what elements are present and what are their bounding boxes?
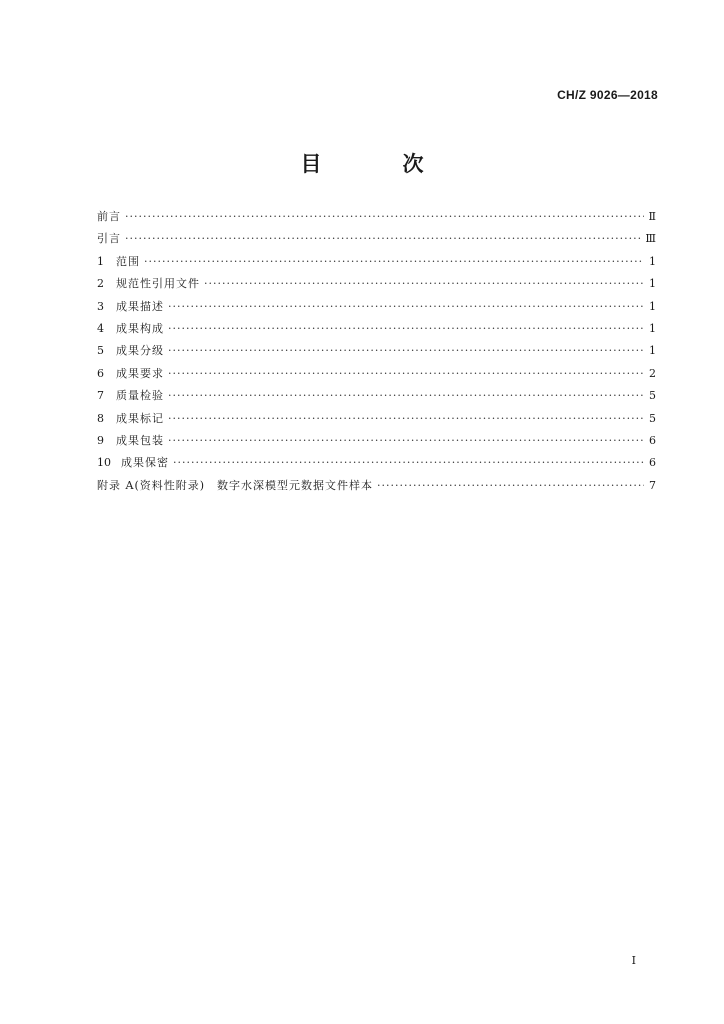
toc-leader-dots xyxy=(168,408,644,430)
toc-leader-dots xyxy=(377,475,644,497)
toc-entry-number: 1 xyxy=(97,254,104,268)
toc-leader-dots xyxy=(168,296,644,318)
toc-entry-page: 1 xyxy=(649,254,656,268)
toc-entry-page: 1 xyxy=(649,344,656,358)
toc-entry-label: 成果标记 xyxy=(116,411,164,425)
toc-entry-appendix-a[interactable] xyxy=(97,475,656,497)
toc-entry-10[interactable] xyxy=(97,452,656,474)
toc-entry-1[interactable] xyxy=(97,251,656,273)
toc-entry-number: 2 xyxy=(97,277,104,291)
toc-entry-label: 成果保密 xyxy=(121,456,169,470)
toc-entry-foreword[interactable] xyxy=(97,206,656,228)
toc-entry-label: 范围 xyxy=(116,254,140,268)
toc-entry-page: 6 xyxy=(649,456,656,470)
toc-entry-page: Ⅱ xyxy=(648,210,656,223)
toc-entry-label: 成果描述 xyxy=(116,299,164,313)
toc-entry-page: 5 xyxy=(649,389,656,403)
toc-leader-dots xyxy=(144,251,644,273)
toc-entry-label: 成果分级 xyxy=(116,344,164,358)
toc-entry-8[interactable] xyxy=(97,408,656,430)
toc-entry-label: 成果包装 xyxy=(116,433,164,447)
toc-entry-label: 前言 xyxy=(97,210,121,223)
toc-entry-number: 6 xyxy=(97,366,104,380)
toc-entry-number: 3 xyxy=(97,299,104,313)
toc-entry-7[interactable] xyxy=(97,385,656,407)
toc-entry-number: 10 xyxy=(97,456,111,470)
toc-entry-6[interactable] xyxy=(97,363,656,385)
toc-entry-page: 1 xyxy=(649,299,656,313)
toc-entry-4[interactable] xyxy=(97,318,656,340)
toc-entry-number: 9 xyxy=(97,433,104,447)
toc-entry-page: 5 xyxy=(649,411,656,425)
toc-entry-label: 规范性引用文件 xyxy=(116,277,200,291)
toc-entry-label: 成果要求 xyxy=(116,366,164,380)
toc-entry-page: 2 xyxy=(649,366,656,380)
toc-leader-dots xyxy=(168,430,644,452)
toc-leader-dots xyxy=(168,318,644,340)
toc-entry-page: Ⅲ xyxy=(645,232,656,246)
standard-code: CH/Z 9026—2018 xyxy=(557,88,658,102)
toc-entry-number: 5 xyxy=(97,344,104,358)
toc-leader-dots xyxy=(125,228,641,250)
toc-leader-dots xyxy=(168,385,644,407)
toc-leader-dots xyxy=(125,206,644,228)
toc-entry-page: 1 xyxy=(649,321,656,335)
toc-leader-dots xyxy=(173,452,644,474)
toc-entry-2[interactable] xyxy=(97,273,656,295)
page-title: 目 次 xyxy=(300,152,454,176)
toc-leader-dots xyxy=(204,273,644,295)
toc-entry-number: 4 xyxy=(97,321,104,335)
toc-entry-page: 7 xyxy=(649,478,656,492)
toc-entry-3[interactable] xyxy=(97,296,656,318)
toc-entry-label: 附录 A(资料性附录) 数字水深模型元数据文件样本 xyxy=(97,478,374,492)
toc-entry-number: 7 xyxy=(97,389,104,403)
toc-leader-dots xyxy=(168,363,644,385)
toc-entry-introduction[interactable] xyxy=(97,228,656,250)
toc-entry-page: 6 xyxy=(649,433,656,447)
toc-entry-9[interactable] xyxy=(97,430,656,452)
page-number: I xyxy=(631,954,636,967)
toc-entry-label: 质量检验 xyxy=(116,389,164,403)
toc-leader-dots xyxy=(168,340,644,362)
toc-entry-5[interactable] xyxy=(97,340,656,362)
toc-entry-label: 引言 xyxy=(97,232,121,246)
toc-entry-label: 成果构成 xyxy=(116,321,164,335)
toc-entry-number: 8 xyxy=(97,411,104,425)
table-of-contents xyxy=(97,206,656,497)
toc-entry-page: 1 xyxy=(649,277,656,291)
